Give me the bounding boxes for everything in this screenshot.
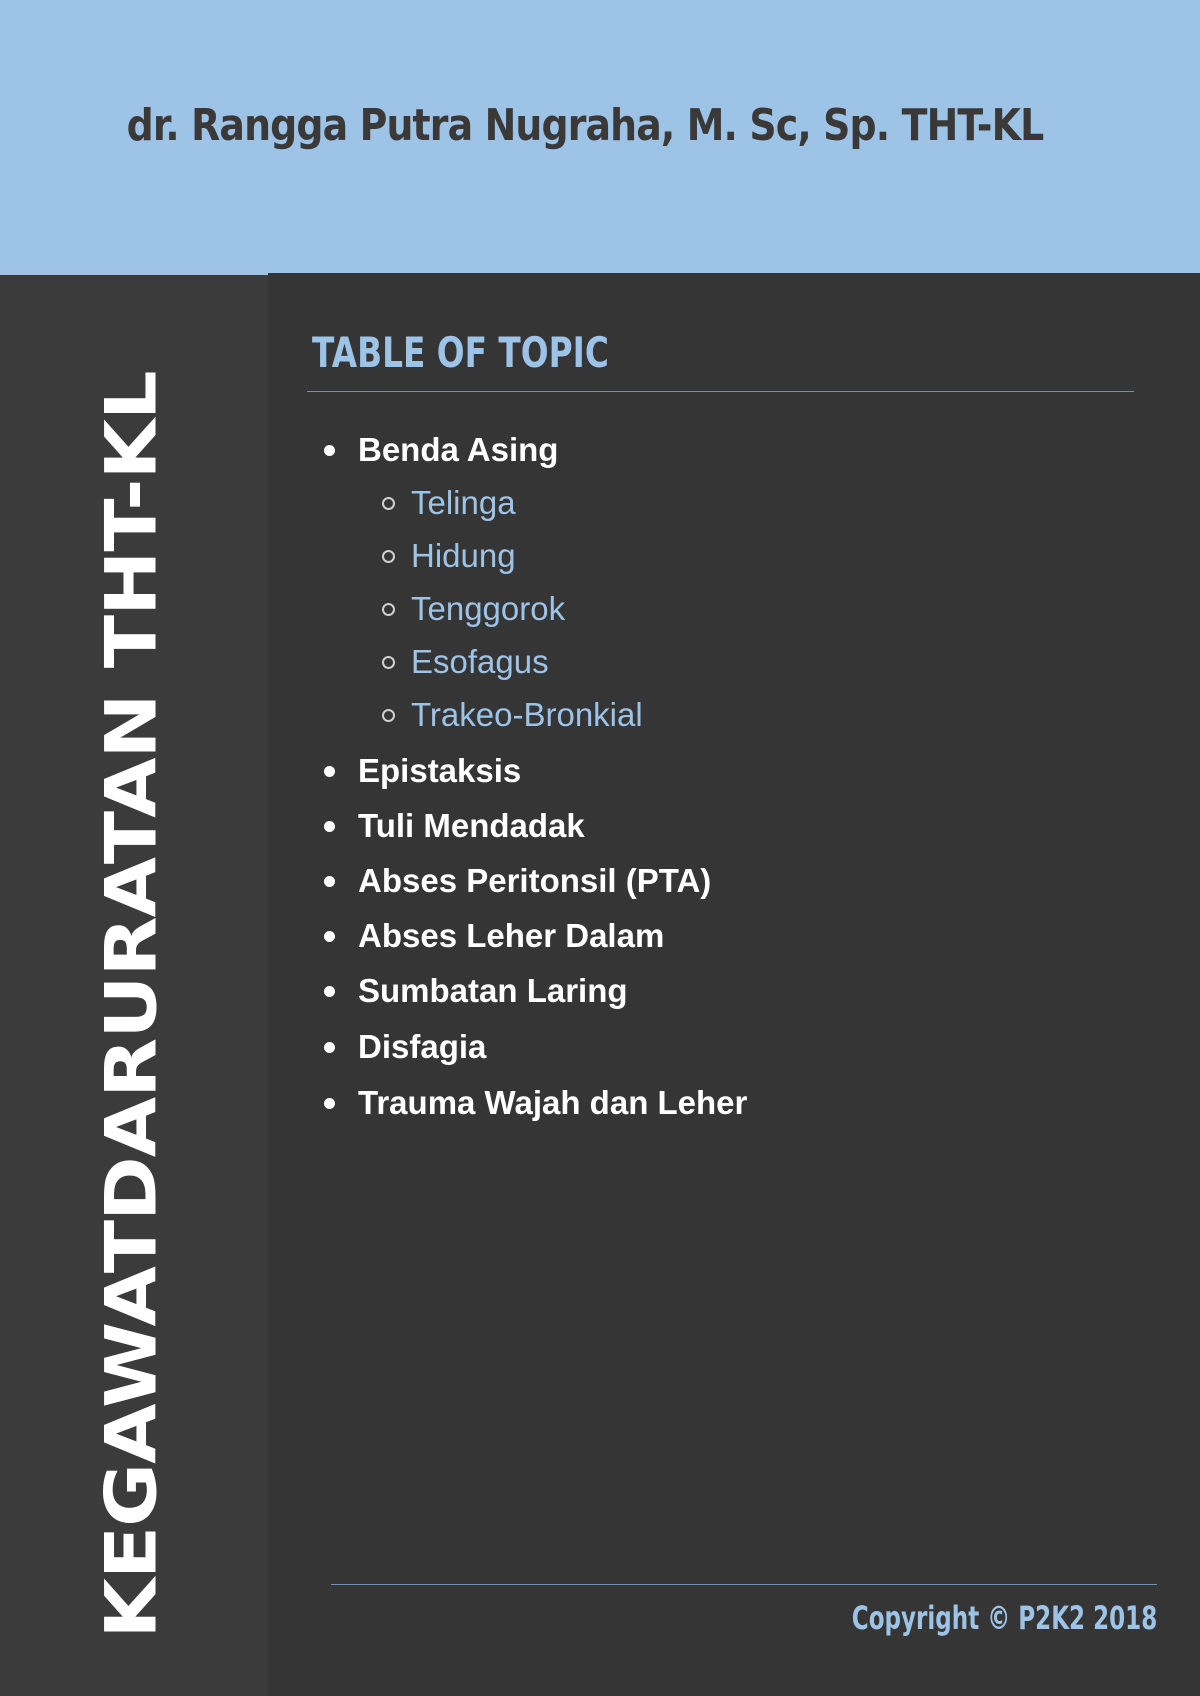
ring-bullet-icon: [382, 497, 395, 510]
header-band: [0, 0, 1200, 275]
toc-item-label: Abses Peritonsil (PTA): [358, 862, 712, 899]
toc-subitem-hidung: [382, 536, 516, 576]
toc-item-disfagia: [324, 1027, 486, 1067]
toc-subitem-tenggorok: [382, 589, 565, 629]
toc-subitem-label: Hidung: [411, 537, 516, 574]
toc-item-sumbatan-laring: [324, 971, 628, 1011]
toc-item-label: Abses Leher Dalam: [358, 917, 665, 954]
toc-subitem-label: Esofagus: [411, 643, 549, 680]
toc-item-label: Tuli Mendadak: [358, 807, 585, 844]
toc-subitem-telinga: [382, 483, 516, 523]
toc-subitem-label: Tenggorok: [411, 590, 566, 627]
toc-subitem-label: Trakeo-Bronkial: [411, 696, 643, 733]
footer-divider: [331, 1584, 1157, 1585]
bullet-icon: [324, 986, 335, 997]
toc-item-trauma-wajah-leher: [324, 1083, 747, 1123]
toc-subitem-label: Telinga: [411, 484, 516, 521]
toc-item-label: Sumbatan Laring: [358, 972, 628, 1009]
bullet-icon: [324, 876, 335, 887]
toc-item-abses-leher-dalam: [324, 916, 664, 956]
bullet-icon: [324, 931, 335, 942]
copyright-text: Copyright © P2K2 2018: [851, 1599, 1157, 1637]
toc-item-abses-peritonsil: [324, 861, 711, 901]
side-title: [93, 371, 171, 1638]
bullet-icon: [324, 1042, 335, 1053]
toc-item-tuli-mendadak: [324, 806, 585, 846]
toc-heading: TABLE OF TOPIC: [312, 328, 609, 377]
bullet-icon: [324, 766, 335, 777]
ring-bullet-icon: [382, 709, 395, 722]
toc-divider: [307, 391, 1134, 392]
toc-item-epistaksis: [324, 751, 521, 791]
ring-bullet-icon: [382, 550, 395, 563]
ring-bullet-icon: [382, 656, 395, 669]
toc-subitem-esofagus: [382, 642, 549, 682]
toc-item-benda-asing: [324, 430, 558, 470]
toc-item-label: Trauma Wajah dan Leher: [358, 1084, 748, 1121]
bullet-icon: [324, 821, 335, 832]
toc-item-label: Benda Asing: [358, 431, 559, 468]
side-title-text: KEGAWATDARURATAN THT-KL: [91, 371, 173, 1639]
bullet-icon: [324, 1098, 335, 1109]
author-name: dr. Rangga Putra Nugraha, M. Sc, Sp. THT-KL: [126, 100, 1044, 151]
bullet-icon: [324, 445, 335, 456]
toc-subitem-trakeo-bronkial: [382, 695, 643, 735]
ring-bullet-icon: [382, 603, 395, 616]
toc-item-label: Epistaksis: [358, 752, 522, 789]
toc-item-label: Disfagia: [358, 1028, 487, 1065]
